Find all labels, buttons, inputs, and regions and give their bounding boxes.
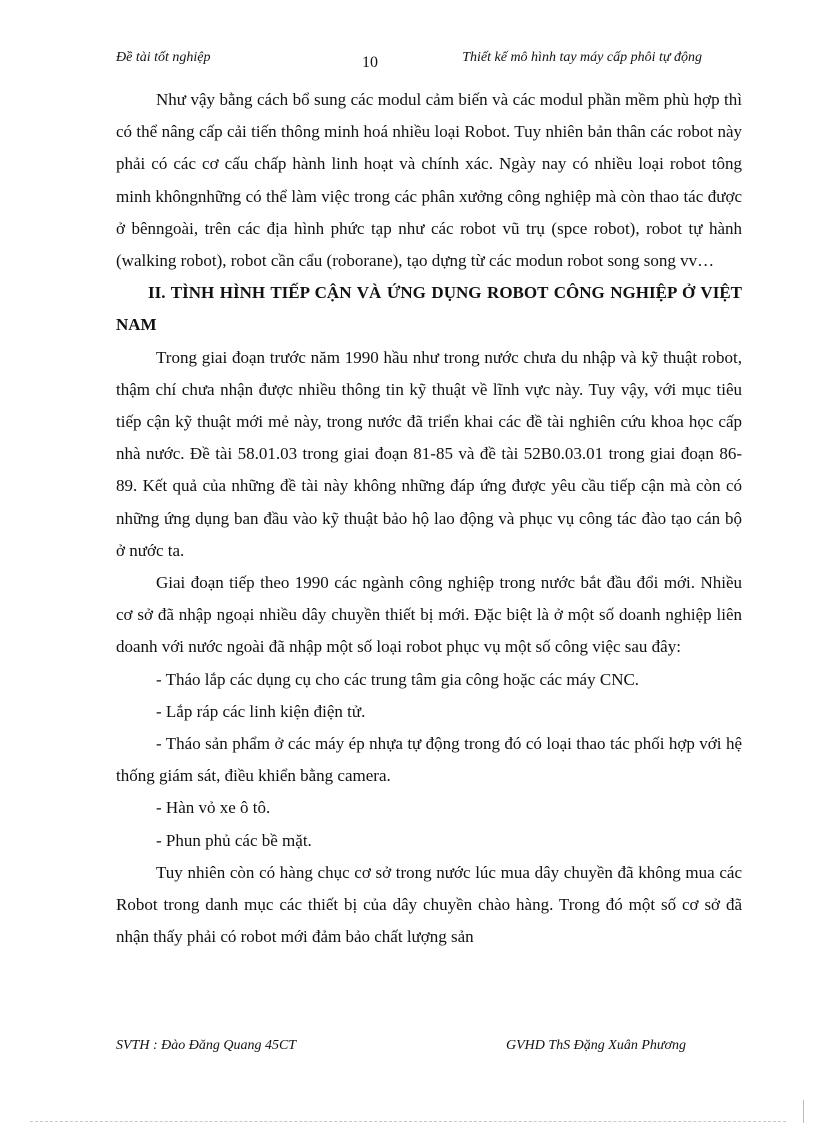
list-item: - Lắp ráp các linh kiện điện tử. — [156, 701, 366, 721]
paragraph-after-1990: Giai đoạn tiếp theo 1990 các ngành công nghiệp trong nước bắt đầu đổi mới. Nhiều cơ sở đã nhập ngoại nhiều dây chuyền thiết bị mới. Đặc biệt là ở một số doanh nghiệp liên doanh với nước ngoài đã nhập một số loại robot phục vụ một số công việc sau đây: — [116, 573, 742, 657]
paragraph-before-1990: Trong giai đoạn trước năm 1990 hầu như trong nước chưa du nhập và kỹ thuật robot, thậm chí chưa nhận được nhiều thông tin kỹ thuật về lĩnh vực này. Tuy vậy, với mục tiêu tiếp cận kỹ thuật mới mẻ này, trong nước đã triển khai các đề tài nghiên cứu khoa học cấp nhà nước. Đề tài 58.01.03 trong giai đoạn 81-85 và đề tài 52B0.03.01 trong giai đoạn 86-89. Kết quả của những đề tài này không những đáp ứng được yêu cầu tiếp cận mà còn có những ứng dụng ban đầu vào kỹ thuật bảo hộ lao động và phục vụ công tác đào tạo cán bộ ở nước ta. — [116, 347, 742, 560]
header-thesis-title: Thiết kế mô hình tay máy cấp phôi tự động — [462, 50, 702, 65]
page-body — [116, 84, 742, 953]
margin-divider — [803, 1100, 804, 1123]
list-item: - Tháo lắp các dụng cụ cho các trung tâm gia công hoặc các máy CNC. — [156, 669, 640, 689]
page-break-divider — [30, 1121, 786, 1122]
list-item: - Hàn vỏ xe ô tô. — [156, 798, 271, 818]
header-thesis-label: Đề tài tốt nghiệp — [116, 50, 211, 65]
paragraph-intro: Như vậy bằng cách bổ sung các modul cảm biến và các modul phần mềm phù hợp thì có thể nâng cấp cải tiến thông minh hoá nhiều loại Robot. Tuy nhiên bản thân các robot này phải có các cơ cấu chấp hành linh hoạt và chính xác. Ngày nay có nhiều loại robot tông minh khôngnhững có thể làm việc trong các phân xưởng công nghiệp mà còn thao tác được ở bênngoài, trên các địa hình phức tạp như các robot vũ trụ (spce robot), robot tự hành (walking robot), robot cần cẩu (roborane), tạo dựng từ các modun robot song song vv… — [116, 90, 742, 271]
page-number: 10 — [362, 54, 378, 71]
page-footer — [116, 1038, 686, 1060]
section-heading-text: II. TÌNH HÌNH TIẾP CẬN VÀ ỨNG DỤNG ROBOT CÔNG NGHIỆP Ở VIỆT NAM — [116, 283, 742, 335]
footer-student: SVTH : Đào Đăng Quang 45CT — [116, 1038, 297, 1053]
paragraph-robot-purchase: Tuy nhiên còn có hàng chục cơ sở trong nước lúc mua dây chuyền đã không mua các Robot trong danh mục các thiết bị của dây chuyền chào hàng. Trong đó một số cơ sở đã nhận thấy phải có robot mới đảm bảo chất lượng sản — [116, 862, 742, 947]
page-header — [116, 48, 702, 76]
section-heading — [116, 277, 742, 341]
list-item: - Phun phủ các bề mặt. — [156, 830, 312, 850]
list-item: - Tháo sản phẩm ở các máy ép nhựa tự động trong đó có loại thao tác phối hợp với hệ thống giám sát, điều khiển bằng camera. — [116, 734, 742, 786]
footer-advisor: GVHD ThS Đặng Xuân Phương — [506, 1038, 686, 1053]
